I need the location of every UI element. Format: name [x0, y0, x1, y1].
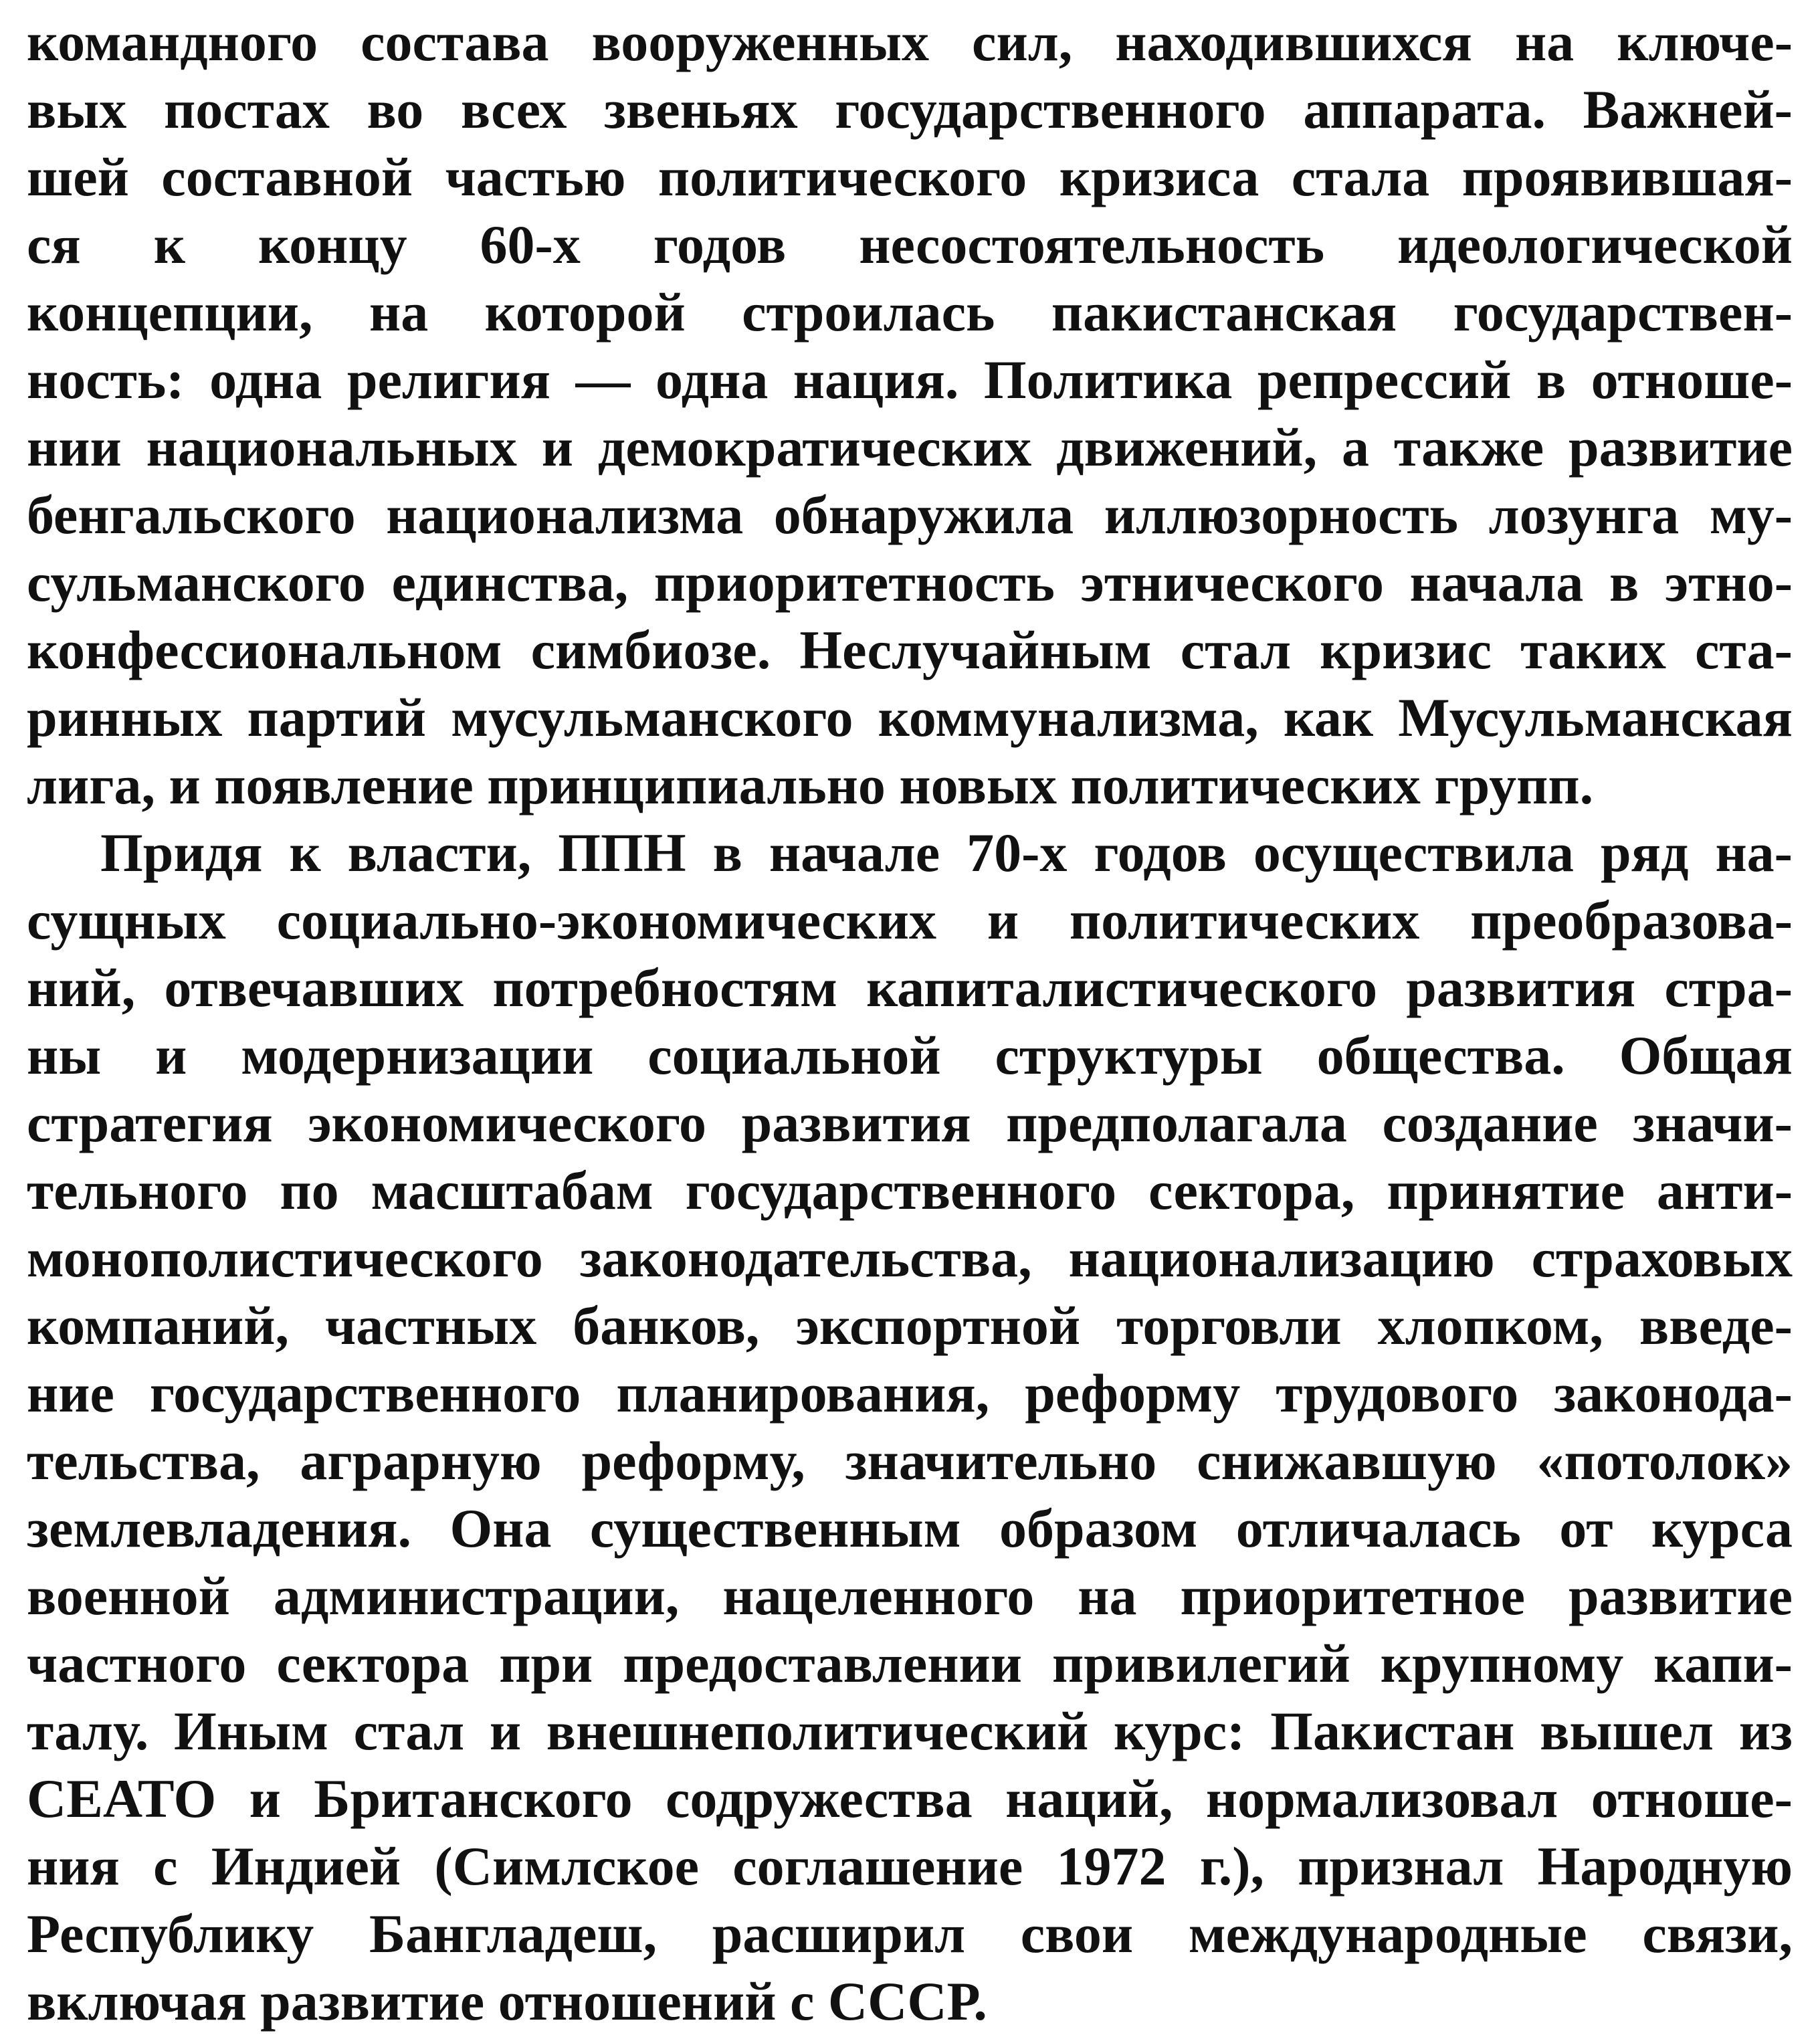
text-line: ны и модернизации социальной структуры общества. Общая: [27, 1025, 1793, 1086]
paragraph-1: [27, 8, 1793, 819]
text-line: лига, и появление принципиально новых политических групп.: [27, 755, 1594, 815]
text-line: включая развитие отношений с СССР.: [27, 1971, 987, 2032]
text-line: конфессиональном симбиозе. Неслучайным стал кризис таких ста-: [27, 619, 1793, 680]
text-line: шей составной частью политического кризиса стала проявившая-: [27, 147, 1793, 207]
text-line: нии национальных и демократических движений, а также развитие: [27, 417, 1793, 478]
text-line: талу. Иным стал и внешнеполитический курс: Пакистан вышел из: [27, 1701, 1793, 1761]
text-line: ность: одна религия — одна нация. Политика репрессий в отноше-: [27, 349, 1793, 410]
text-line: Придя к власти, ППН в начале 70-х годов осуществила ряд на-: [100, 822, 1793, 883]
text-line: СЕАТО и Британского содружества наций, нормализовал отноше-: [27, 1768, 1793, 1829]
text-line: вых постах во всех звеньях государственного аппарата. Важней-: [27, 79, 1793, 140]
text-line: концепции, на которой строилась пакистанская государствен-: [27, 282, 1793, 343]
document-page: [27, 8, 1793, 2035]
text-line: ние государственного планирования, реформу трудового законода-: [27, 1363, 1793, 1424]
text-line: монополистического законодательства, национализацию страховых: [27, 1228, 1793, 1288]
text-line: сущных социально-экономических и политических преобразова-: [27, 890, 1793, 951]
text-line: ринных партий мусульманского коммунализма, как Мусульманская: [27, 687, 1793, 748]
text-line: стратегия экономического развития предполагала создание значи-: [27, 1092, 1793, 1153]
text-line: компаний, частных банков, экспортной торговли хлопком, введе-: [27, 1295, 1793, 1356]
text-line: частного сектора при предоставлении привилегий крупному капи-: [27, 1633, 1793, 1694]
text-line: тельства, аграрную реформу, значительно снижавшую «потолок»: [27, 1430, 1793, 1491]
text-line: ния с Индией (Симлское соглашение 1972 г.), признал Народную: [27, 1836, 1793, 1897]
text-line: тельного по масштабам государственного сектора, принятие анти-: [27, 1160, 1793, 1221]
text-line: ся к концу 60-х годов несостоятельность идеологической: [27, 214, 1793, 275]
text-line: землевладения. Она существенным образом отличалась от курса: [27, 1498, 1793, 1559]
text-line: сульманского единства, приоритетность этнического начала в этно-: [27, 552, 1793, 613]
text-line: ний, отвечавших потребностям капиталистического развития стра-: [27, 957, 1793, 1018]
paragraph-2: [27, 819, 1793, 2035]
text-line: бенгальского национализма обнаружила иллюзорность лозунга му-: [27, 484, 1793, 545]
text-line: Республику Бангладеш, расширил свои международные связи,: [27, 1903, 1793, 1964]
text-line: командного состава вооруженных сил, находившихся на ключе-: [27, 11, 1793, 72]
text-line: военной администрации, нацеленного на приоритетное развитие: [27, 1565, 1793, 1626]
